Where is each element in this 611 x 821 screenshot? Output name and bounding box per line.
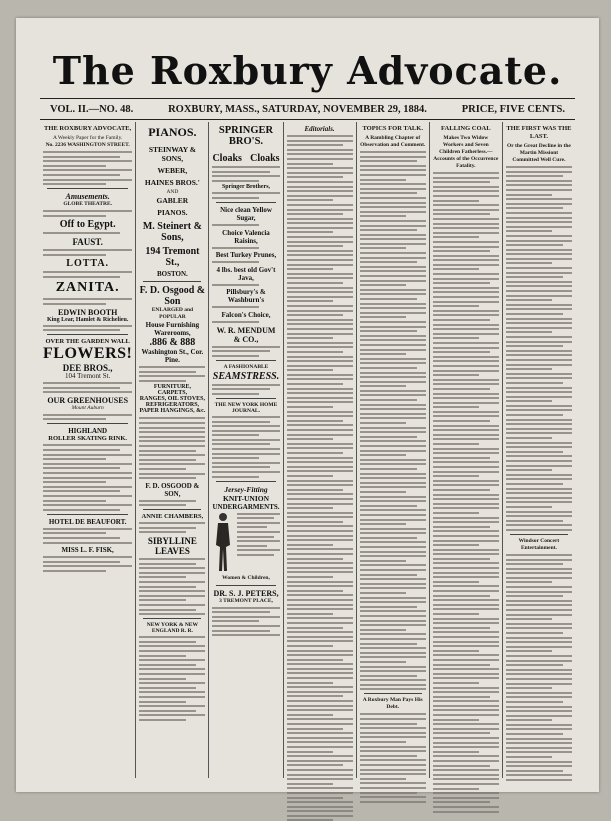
divider bbox=[47, 514, 128, 515]
store-name: F. D. Osgood & Son bbox=[139, 285, 206, 307]
amusements-heading: Amusements. bbox=[65, 192, 110, 202]
piano-brand: PIANOS. bbox=[157, 208, 188, 217]
body-text-block bbox=[212, 416, 279, 478]
ad-headline: ROLLER SKATING RINK. bbox=[48, 435, 128, 443]
body-text-block bbox=[212, 384, 279, 395]
office-address: No. 2236 WASHINGTON STREET. bbox=[45, 142, 130, 148]
pianos-headline: PIANOS. bbox=[148, 125, 197, 139]
divider bbox=[216, 481, 275, 482]
body-text-block bbox=[212, 224, 279, 226]
body-text-block bbox=[139, 366, 205, 382]
body-text-block bbox=[43, 382, 132, 393]
column-5 bbox=[357, 122, 430, 778]
divider bbox=[216, 585, 275, 586]
ad-headline: Jersey-Fitting bbox=[224, 484, 268, 494]
column-7 bbox=[503, 122, 575, 778]
divider bbox=[47, 334, 128, 335]
masthead-rule bbox=[40, 98, 575, 99]
falling-coal-subheading: Makes Two Widow Workers and Seven Children Fatherless.—Accounts of the Occurrence Fatality. bbox=[433, 135, 499, 169]
ad-headline: OUR GREENHOUSES bbox=[47, 395, 129, 405]
divider bbox=[216, 360, 275, 361]
body-text-block bbox=[212, 247, 279, 249]
product-line: REFRIGERATORS, bbox=[145, 402, 200, 409]
price: PRICE, FIVE CENTS. bbox=[461, 103, 565, 115]
article-heading: Windsor Concert Entertainment. bbox=[518, 537, 560, 551]
body-text-block bbox=[212, 192, 279, 199]
divider bbox=[143, 509, 201, 510]
body-text-block bbox=[212, 306, 279, 308]
body-text-block bbox=[43, 444, 132, 510]
dealer-name: M. Steinert & Sons, bbox=[142, 221, 202, 243]
body-text-block bbox=[43, 232, 132, 234]
journal-headline: THE NEW YORK HOME JOURNAL. bbox=[214, 401, 278, 414]
first-was-last-heading: THE FIRST WAS THE LAST. bbox=[506, 125, 572, 140]
column-1 bbox=[40, 122, 136, 778]
grocery-item: Choice Valencia Raisins, bbox=[222, 228, 270, 245]
topics-heading: TOPICS FOR TALK. bbox=[362, 125, 423, 132]
divider bbox=[364, 693, 422, 694]
divider bbox=[47, 188, 128, 189]
figure-illustration-icon bbox=[212, 511, 234, 575]
ad-headline: FAUST. bbox=[72, 236, 103, 247]
theatre-name: GLOBE THEATRE. bbox=[63, 201, 113, 208]
body-text-block bbox=[43, 528, 132, 544]
ad-headline: ANNIE CHAMBERS, bbox=[141, 513, 204, 521]
body-text-block bbox=[212, 346, 279, 357]
divider bbox=[510, 534, 568, 535]
florist-name: DEE BROS., bbox=[62, 363, 113, 374]
grocery-item: Best Turkey Prunes, bbox=[215, 251, 277, 260]
conjunction: AND bbox=[166, 189, 179, 195]
article-body bbox=[360, 713, 426, 802]
timetable-block bbox=[139, 636, 205, 721]
body-text-block bbox=[212, 607, 279, 637]
page-columns bbox=[40, 122, 575, 778]
ad-headline: HIGHLAND bbox=[68, 427, 108, 436]
newspaper-page bbox=[16, 18, 599, 792]
article-body bbox=[287, 135, 353, 821]
dealer-address: 194 Tremont St., bbox=[145, 246, 200, 268]
piano-brand: HAINES BROS.' bbox=[144, 178, 200, 187]
product-line: FURNITURE, CARPETS, bbox=[153, 384, 191, 397]
product-line: PAPER HANGINGS, &c. bbox=[139, 408, 206, 415]
ad-subhead: A FASHIONABLE bbox=[223, 363, 269, 370]
product-line: RANGES, OIL STOVES, bbox=[139, 396, 206, 403]
article-body bbox=[506, 554, 572, 781]
body-text-block bbox=[139, 500, 205, 507]
body-text-block bbox=[43, 298, 132, 305]
article-body bbox=[360, 151, 426, 690]
grocery-item: 4 lbs. best old Gov't Java, bbox=[216, 265, 276, 282]
ad-headline: EDWIN BOOTH bbox=[58, 307, 118, 317]
doctor-address: 3 TREMONT PLACE, bbox=[219, 597, 273, 604]
article-heading: A Roxbury Man Pays His Debt. bbox=[362, 697, 423, 711]
column-6 bbox=[430, 122, 503, 778]
column-3 bbox=[209, 122, 283, 778]
body-text-block bbox=[212, 321, 279, 323]
store-subtitle: House Furnishing Warerooms, bbox=[145, 321, 200, 337]
body-text-block bbox=[43, 325, 132, 332]
column-2 bbox=[136, 122, 209, 778]
body-text-block bbox=[139, 454, 205, 479]
body-text-block bbox=[139, 522, 205, 533]
sibylline-headline: SIBYLLINE LEAVES bbox=[147, 536, 197, 557]
paper-subtitle: A Weekly Paper for the Family. bbox=[52, 135, 123, 141]
body-text-block bbox=[139, 558, 205, 615]
store-tagline: ENLARGED and POPULAR bbox=[151, 307, 194, 320]
paper-title: THE ROXBURY ADVOCATE, bbox=[44, 125, 132, 132]
column-4 bbox=[284, 122, 357, 778]
undergarments-ad bbox=[212, 511, 279, 575]
piano-brand: GABLER bbox=[156, 196, 189, 205]
first-was-last-subheading: Or the Great Decline in the Martin Missiont Committed Well Cure. bbox=[507, 143, 571, 163]
city: BOSTON. bbox=[156, 270, 188, 278]
railroad-headline: NEW YORK & NEW ENGLAND R. R. bbox=[146, 622, 198, 635]
divider bbox=[216, 398, 275, 399]
body-text-block bbox=[212, 166, 279, 182]
topics-subheading: A Rambling Chapter of Observation and Comment. bbox=[360, 135, 426, 148]
springer-headline: SPRINGER BRO'S. bbox=[218, 125, 274, 147]
dateline bbox=[50, 102, 565, 116]
body-text-block bbox=[43, 151, 132, 185]
seamstress-headline: SEAMSTRESS. bbox=[212, 370, 280, 382]
falling-coal-heading: FALLING COAL bbox=[441, 125, 491, 132]
body-text-block bbox=[43, 414, 132, 421]
grocery-item: Pillsbury's & Washburn's bbox=[226, 288, 266, 305]
dateline-rule bbox=[40, 119, 575, 120]
article-body bbox=[433, 172, 499, 813]
body-text-block bbox=[237, 513, 279, 559]
ad-subhead: King Lear, Hamlet & Richelieu. bbox=[46, 316, 129, 323]
divider bbox=[143, 618, 201, 619]
ad-subhead: Women & Children, bbox=[222, 574, 270, 581]
body-text-block bbox=[212, 284, 279, 286]
body-text-block bbox=[212, 261, 279, 263]
store-address: Springer Brothers, bbox=[221, 184, 271, 191]
cloaks-word: Cloaks bbox=[212, 153, 242, 164]
grocery-item: Nice clean Yellow Sugar, bbox=[220, 205, 272, 222]
ad-subhead: Mount Auburn bbox=[71, 404, 104, 411]
cloaks-row bbox=[212, 153, 279, 164]
article-body bbox=[506, 166, 572, 531]
ad-headline: MISS L. F. FISK, bbox=[61, 546, 114, 555]
body-text-block bbox=[43, 556, 132, 572]
store-address: .886 & 888 bbox=[149, 337, 196, 348]
divider bbox=[47, 423, 128, 424]
ad-headline: ZANITA. bbox=[55, 280, 120, 296]
ad-headline: OVER THE GARDEN WALL bbox=[45, 338, 130, 346]
body-text-block bbox=[43, 249, 132, 256]
store-name: F. D. OSGOOD & SON, bbox=[145, 481, 200, 498]
piano-brand: WEBER, bbox=[157, 166, 188, 175]
ad-headline: Off to Egypt. bbox=[59, 219, 116, 231]
grocer-name: W. R. MENDUM & CO., bbox=[216, 325, 276, 344]
ad-headline: KNIT-UNION bbox=[223, 493, 269, 503]
grocery-item: Falcon's Choice, bbox=[221, 310, 271, 319]
ad-headline: LOTTA. bbox=[66, 258, 110, 270]
price-list bbox=[139, 417, 205, 451]
ad-headline: HOTEL DE BEAUFORT. bbox=[48, 517, 127, 526]
cloaks-word: Cloaks bbox=[250, 153, 280, 164]
body-text-block bbox=[43, 210, 132, 217]
florist-address: 104 Tremont St. bbox=[65, 372, 111, 381]
place-and-date: ROXBURY, MASS., SATURDAY, NOVEMBER 29, 1884. bbox=[168, 103, 427, 115]
masthead: The Roxbury Advocate. bbox=[52, 48, 563, 93]
piano-brand: STEINWAY & SONS, bbox=[148, 145, 196, 163]
divider bbox=[143, 281, 201, 282]
divider bbox=[216, 202, 275, 203]
body-text-block bbox=[43, 271, 132, 278]
ad-headline: UNDERGARMENTS. bbox=[212, 502, 280, 511]
flowers-headline: FLOWERS! bbox=[43, 345, 133, 363]
store-street: Washington St., Cor. Pine. bbox=[141, 348, 204, 364]
volume-number: VOL. II.—NO. 48. bbox=[50, 103, 134, 115]
doctor-name: DR. S. J. PETERS, bbox=[213, 588, 279, 598]
editorials-heading: Editorials. bbox=[304, 125, 335, 133]
